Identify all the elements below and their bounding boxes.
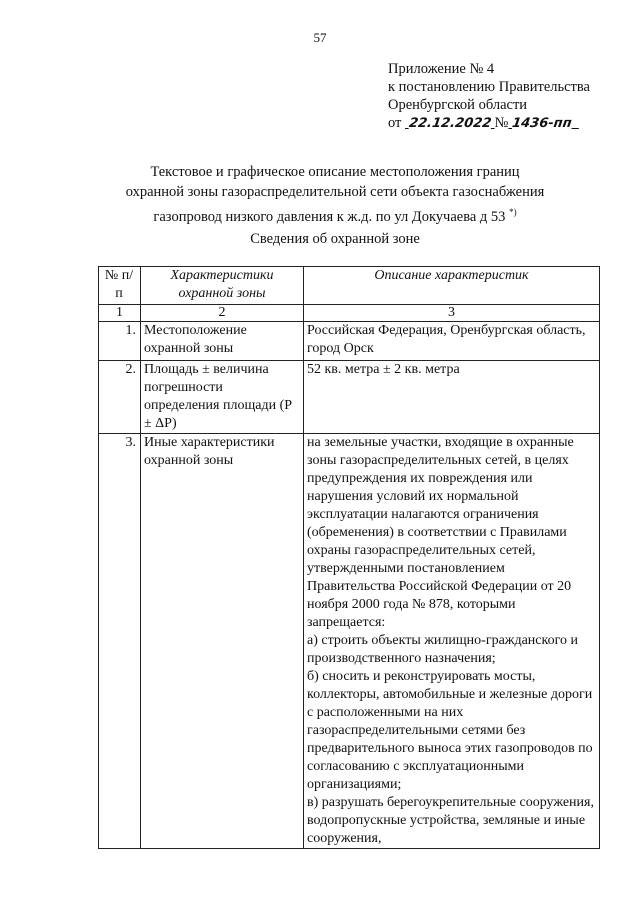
number-field [508, 115, 578, 131]
row-number: 1. [99, 322, 141, 361]
header-num: № п/п [99, 267, 141, 305]
appendix-header [388, 60, 628, 133]
header-characteristic: Характеристики охранной зоны [141, 267, 304, 305]
appendix-date-line [388, 114, 628, 133]
date-field [405, 115, 495, 131]
table-row [99, 361, 600, 434]
description-paragraph: б) сносить и реконструировать мосты, коллекторы, автомобильные и железные дороги с расположенными на них газораспределительными сетями без предварительного выноса этих газопроводов по согласованию с эксплуатационными организациями; [307, 669, 593, 792]
number-prefix: № [494, 115, 509, 131]
appendix-region: Оренбургской области [388, 97, 528, 113]
row-characteristic: Площадь ± величина погрешности определения площади (P ± ΔP) [141, 361, 304, 434]
description-paragraph: а) строить объекты жилищно-гражданского и производственного назначения; [307, 633, 578, 666]
document-title [60, 162, 610, 227]
appendix-number: Приложение № 4 [388, 61, 495, 77]
appendix-reference: к постановлению Правительства [388, 79, 590, 95]
table-row [99, 322, 600, 361]
title-line-1: Текстовое и графическое описание местоположения границ [150, 164, 520, 180]
table-header-row [99, 267, 600, 305]
row-number: 3. [99, 434, 141, 849]
title-line-3-text: газопровод низкого давления к ж.д. по ул Докучаева д 53 [153, 208, 506, 225]
row-description: 52 кв. метра ± 2 кв. метра [304, 361, 600, 434]
section-title: Сведения об охранной зоне [250, 231, 420, 247]
handwritten-date: 22.12.2022 [407, 116, 493, 131]
column-number-2: 2 [141, 305, 304, 322]
description-paragraph: на земельные участки, входящие в охранные зоны газораспределительных сетей, в целях предупреждения их повреждения или нарушения условий их нормальной эксплуатации налагаются ограничения (обременения) в соответствии с Правилами охраны газораспределительных сетей, утвержденными постановлением Правительства Российской Федерации от 20 ноября 2000 года № 878, которыми запрещается: [307, 435, 574, 630]
column-number-1: 1 [99, 305, 141, 322]
table-row [99, 434, 600, 849]
title-line-3 [60, 202, 610, 227]
column-number-3: 3 [304, 305, 600, 322]
row-description [304, 434, 600, 849]
description-paragraph: в) разрушать берегоукрепительные сооружения, водопропускные устройства, земляные и иные сооружения, [307, 795, 594, 846]
handwritten-number: 1436-пп [511, 116, 573, 131]
page-number: 57 [313, 30, 327, 45]
column-number-row [99, 305, 600, 322]
date-prefix: от [388, 115, 402, 131]
row-number: 2. [99, 361, 141, 434]
zone-info-table [98, 266, 600, 849]
row-description: Российская Федерация, Оренбургская область, город Орск [304, 322, 600, 361]
row-characteristic: Местоположение охранной зоны [141, 322, 304, 361]
row-characteristic: Иные характеристики охранной зоны [141, 434, 304, 849]
header-description: Описание характеристик [304, 267, 600, 305]
footnote-mark: *) [509, 207, 517, 217]
title-line-2: охранной зоны газораспределительной сети объекта газоснабжения [125, 184, 545, 200]
